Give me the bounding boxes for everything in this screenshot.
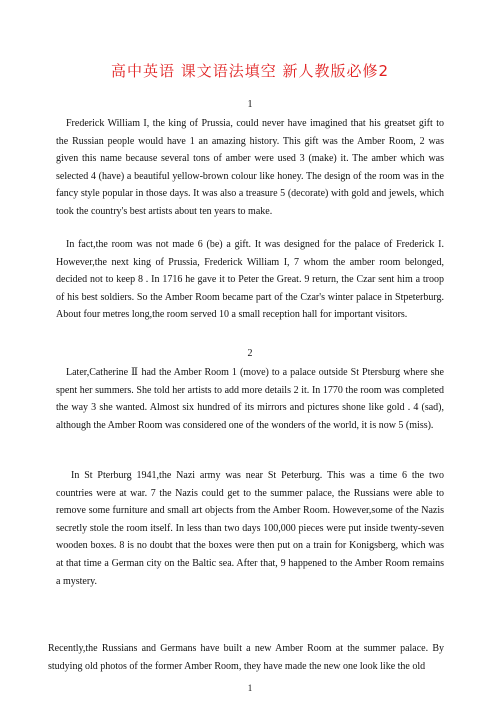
document-title: 高中英语 课文语法填空 新人教版必修2 — [110, 62, 390, 80]
section-number: 2 — [247, 348, 253, 359]
passage-paragraph: Frederick William I, the king of Prussia, could never have imagined that his greatset gift to the Russian people would have 1 an amazing history. This gift was the Amber Room, 2 was given this name because several tons of amber were used 3 (make) it. The amber which was selected 4 (have) a beautiful yellow-brown colour like honey. The design of the room was in the fancy style popular in those days. It was also a treasure 5 (decorate) with gold and jewels, which took the country's best artists about ten years to make. — [56, 118, 444, 217]
page-number: 1 — [247, 683, 253, 693]
passage-paragraph: Recently,the Russians and Germans have built a new Amber Room at the summer palace. By studying old photos of the former Amber Room, they have made the new one look like the old — [48, 643, 444, 672]
passage-paragraph: In St Pterburg 1941,the Nazi army was near St Peterburg. This was a time 6 the two countries were at war. 7 the Nazis could get to the summer palace, the Russians were able to remove some furniture and small art objects from the Amber Room. However,some of the Nazis secretly stole the room itself. In less than two days 100,000 pieces were put inside twenty-seven wooden boxes. 8 is no doubt that the boxes were then put on a train for Konigsberg, which was at that time a German city on the Baltic sea. After that, 9 happened to the Amber Room remains a mystery. — [56, 470, 444, 587]
passage-paragraph: In fact,the room was not made 6 (be) a gift. It was designed for the palace of Frederick I. However,the next king of Prussia, Frederick William I, 7 whom the amber room belonged, decided not to keep 8 . In 1716 he gave it to Peter the Great. 9 return, the Czar sent him a troop of his best soldiers. So the Amber Room became part of the Czar's winter palace in Stpeterburg. About four metres long,the room served 10 a small reception hall for important visitors. — [56, 239, 444, 321]
section-number: 1 — [247, 99, 253, 110]
passage-paragraph: Later,Catherine Ⅱ had the Amber Room 1 (move) to a palace outside St Ptersburg where she spent her summers. She told her artists to add more details 2 it. In 1770 the room was completed the way 3 she wanted. Almost six hundred of its mirrors and pictures shone like gold . 4 (sad), although the Amber Room was considered one of the wonders of the world, it is now 5 (miss). — [56, 367, 444, 431]
